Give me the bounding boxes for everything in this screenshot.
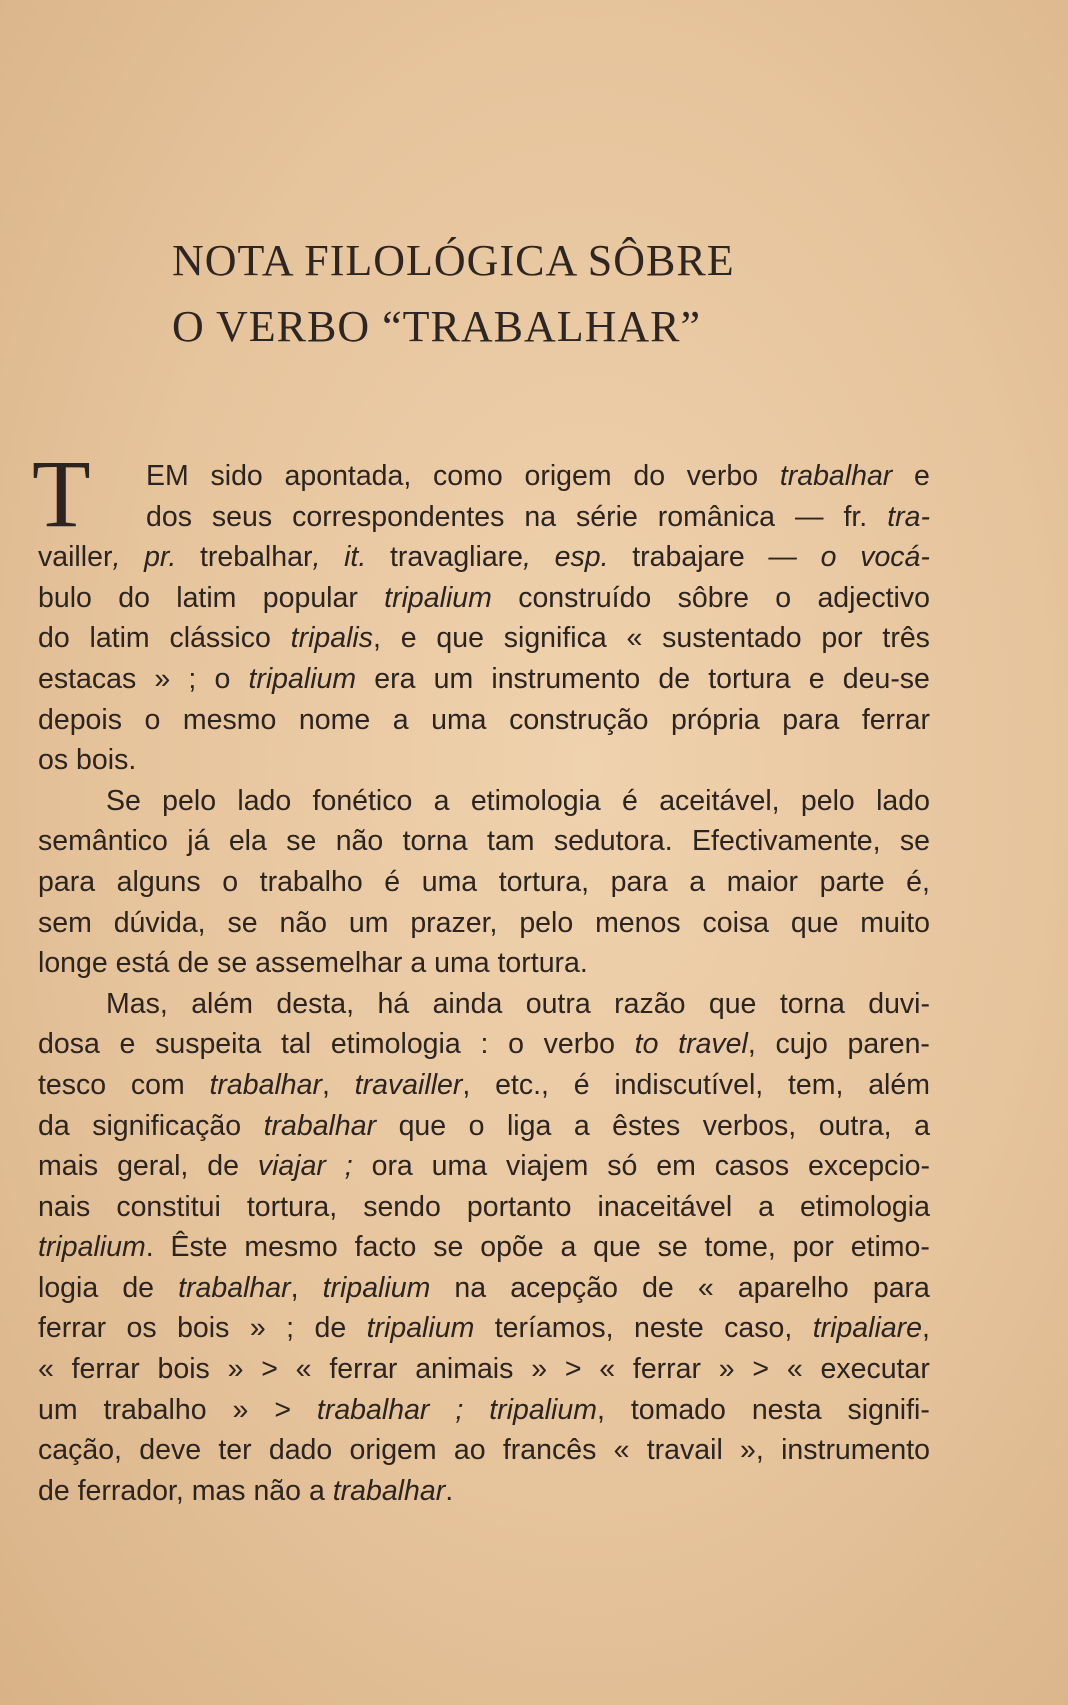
- word: bulo: [38, 581, 92, 614]
- word: sustentado: [662, 622, 802, 655]
- word: nesta: [751, 1393, 822, 1426]
- word: e: [119, 1028, 136, 1061]
- word: »: [154, 662, 171, 695]
- word: «: [786, 1353, 803, 1386]
- word: um: [433, 662, 474, 695]
- word: tripalium: [384, 581, 492, 614]
- word: adjectivo: [817, 581, 930, 614]
- word: a: [392, 703, 409, 736]
- word: fonético: [312, 784, 413, 817]
- text-line: [38, 578, 930, 619]
- word: acepção: [510, 1271, 618, 1304]
- word: latim: [176, 581, 237, 614]
- word: ;: [344, 1150, 353, 1183]
- text-line: [38, 1106, 930, 1147]
- word: tripalium: [248, 662, 357, 695]
- word: construção: [509, 703, 649, 736]
- text-line: [38, 943, 930, 984]
- word: Mas,: [106, 987, 168, 1020]
- word: de: [658, 662, 691, 695]
- word: trabajare: [632, 541, 745, 574]
- word: tomado: [630, 1393, 726, 1426]
- word: assemelhar: [255, 947, 403, 980]
- word: é: [573, 1068, 590, 1101]
- word: verbo: [543, 1028, 615, 1061]
- text-line: [38, 862, 930, 903]
- word: suspeita: [155, 1028, 262, 1061]
- word: desta,: [276, 987, 355, 1020]
- word: dos: [146, 500, 192, 533]
- title-line-1: NOTA FILOLÓGICA SÔBRE: [172, 236, 735, 285]
- word: na: [454, 1271, 487, 1304]
- word: tortura,: [246, 1190, 338, 1223]
- word: é: [622, 784, 638, 817]
- word: se: [657, 1231, 688, 1264]
- word: Êste: [170, 1231, 228, 1264]
- text-line: [38, 1187, 930, 1228]
- word: ferrador,: [77, 1474, 184, 1507]
- word: os: [126, 1312, 157, 1345]
- text-line: [38, 984, 930, 1025]
- word: sem: [38, 906, 92, 939]
- word: se: [217, 947, 248, 980]
- word: do: [38, 622, 70, 655]
- word: inaceitável: [597, 1190, 733, 1223]
- word: a: [410, 947, 427, 980]
- text-line: [38, 1268, 930, 1309]
- word: um: [38, 1393, 78, 1426]
- text-line: [38, 740, 930, 781]
- word: pelo: [800, 784, 855, 817]
- word: que: [708, 987, 757, 1020]
- word: uma: [431, 1150, 488, 1183]
- word: ao: [453, 1434, 486, 1467]
- word: >: [564, 1353, 582, 1386]
- word: etimologia: [800, 1190, 930, 1223]
- word: coisa: [702, 906, 770, 939]
- word: ora: [371, 1150, 413, 1183]
- word: tra-: [887, 500, 930, 533]
- word: executar: [820, 1353, 930, 1386]
- word: trabalhar: [263, 1109, 377, 1142]
- word: «: [599, 1353, 616, 1386]
- word: sido: [210, 460, 263, 492]
- text-line: [38, 1430, 930, 1471]
- word: «: [38, 1353, 54, 1386]
- word: tortura.: [497, 947, 588, 980]
- word: o: [468, 1109, 485, 1142]
- word: tal: [280, 1028, 312, 1061]
- word: muito: [860, 906, 930, 939]
- word: —: [794, 500, 824, 533]
- word: origem: [349, 1434, 437, 1467]
- word: ferrar: [632, 1353, 701, 1386]
- word: o: [222, 865, 239, 898]
- word: tesco: [38, 1068, 107, 1101]
- word: tem,: [787, 1068, 844, 1101]
- word: liga: [506, 1109, 552, 1142]
- word: »: [227, 1353, 244, 1386]
- word: a: [689, 865, 706, 898]
- word: etimologia: [470, 784, 601, 817]
- word: como: [433, 460, 503, 492]
- word: que: [436, 622, 484, 655]
- word: aparelho: [737, 1271, 849, 1304]
- word: não: [253, 1474, 302, 1507]
- word: portanto: [466, 1190, 572, 1223]
- word: animais: [415, 1353, 514, 1386]
- word: cujo: [775, 1028, 828, 1061]
- word: deve: [139, 1434, 202, 1467]
- word: o: [508, 1028, 524, 1061]
- word: tripalis,: [290, 622, 381, 655]
- word: a: [758, 1190, 775, 1223]
- word: razão: [614, 987, 686, 1020]
- word: de: [177, 947, 210, 980]
- text-line: [38, 1227, 930, 1268]
- word: dosa: [38, 1028, 100, 1061]
- word: e: [914, 460, 930, 492]
- word: mesmo: [244, 1231, 338, 1264]
- word: «: [626, 622, 643, 655]
- word: torna: [779, 987, 845, 1020]
- word: casos: [714, 1150, 790, 1183]
- word: de: [207, 1150, 239, 1183]
- word: tam: [486, 825, 535, 858]
- word: ferrar: [71, 1353, 140, 1386]
- text-line: [38, 618, 930, 659]
- word: bois.: [76, 744, 137, 777]
- word: pelo: [162, 784, 217, 817]
- word: mas: [191, 1474, 246, 1507]
- word: etimologia: [330, 1028, 461, 1061]
- word: Se: [106, 784, 141, 817]
- word: logia: [38, 1271, 99, 1304]
- word: própria: [671, 703, 760, 736]
- word: sendo: [363, 1190, 441, 1223]
- word: que: [593, 1231, 641, 1264]
- text-line: [38, 700, 930, 741]
- word: trabalhar: [316, 1393, 430, 1426]
- word: outra: [525, 987, 591, 1020]
- word: está: [115, 947, 170, 980]
- word: «: [613, 1434, 630, 1467]
- word: ;: [455, 1393, 464, 1426]
- word: popular: [262, 581, 358, 614]
- drop-cap: T: [32, 440, 91, 547]
- word: »: [249, 1312, 266, 1345]
- word: se: [899, 825, 930, 858]
- word: ela: [228, 825, 267, 858]
- word: uma: [431, 703, 487, 736]
- word: vailler,: [38, 541, 121, 574]
- word: travail: [646, 1434, 723, 1467]
- word: duvi-: [868, 987, 930, 1020]
- word: se: [227, 906, 258, 939]
- word: signifi-: [847, 1393, 930, 1426]
- word: menos: [595, 906, 681, 939]
- word: »: [232, 1393, 249, 1426]
- word: série: [576, 500, 638, 533]
- word: ferrar: [861, 703, 930, 736]
- word: trabalho: [103, 1393, 207, 1426]
- word: travel,: [678, 1028, 756, 1061]
- word: o: [214, 662, 231, 695]
- word: é: [384, 865, 401, 898]
- word: caso,: [724, 1312, 793, 1345]
- word: >: [261, 1353, 278, 1386]
- word: opõe: [480, 1231, 544, 1264]
- word: pelo: [519, 906, 574, 939]
- text-line: [38, 659, 930, 700]
- text-line: [38, 821, 930, 862]
- word: it.: [344, 541, 367, 574]
- word: viajem: [506, 1150, 589, 1183]
- word: »: [531, 1353, 548, 1386]
- word: em: [656, 1150, 696, 1183]
- word: paren-: [847, 1028, 930, 1061]
- word: e: [400, 622, 417, 655]
- word: parte: [819, 865, 885, 898]
- word: esp.: [554, 541, 609, 574]
- word: geral,: [117, 1150, 189, 1183]
- word: não: [279, 906, 327, 939]
- word: instrumento: [491, 662, 641, 695]
- word: o: [144, 703, 161, 736]
- word: semântico: [38, 825, 168, 858]
- word: a: [573, 1109, 590, 1142]
- word: etc.,: [495, 1068, 549, 1101]
- word: prazer,: [410, 906, 498, 939]
- text-line: [38, 1349, 930, 1390]
- word: na: [524, 500, 557, 533]
- word: significa: [503, 622, 607, 655]
- word: tripalium.: [38, 1231, 154, 1264]
- word: »: [718, 1353, 735, 1386]
- word: construído: [518, 581, 652, 614]
- word: vocá-: [860, 541, 930, 574]
- word: ferrar: [38, 1312, 107, 1345]
- word: pr.: [144, 541, 177, 574]
- word: para: [782, 703, 840, 736]
- word: aceitável,: [659, 784, 780, 817]
- word: to: [634, 1028, 659, 1061]
- word: ;: [188, 662, 197, 695]
- word: facto: [354, 1231, 417, 1264]
- word: EM: [146, 460, 189, 492]
- word: trebalhar,: [199, 541, 321, 574]
- word: tortura,: [498, 865, 590, 898]
- word: alguns: [116, 865, 201, 898]
- body-text: [38, 456, 930, 1511]
- word: torna: [402, 825, 468, 858]
- text-line: [38, 903, 930, 944]
- word: estacas: [38, 662, 137, 695]
- word: »,: [740, 1434, 764, 1467]
- word: >: [274, 1393, 291, 1426]
- word: longe: [38, 947, 108, 980]
- word: a: [433, 784, 450, 817]
- word: se: [433, 1231, 464, 1264]
- word: ter: [218, 1434, 252, 1467]
- word: teríamos,: [494, 1312, 614, 1345]
- word: mesmo: [182, 703, 277, 736]
- word: da: [38, 1109, 70, 1142]
- word: depois: [38, 703, 122, 736]
- word: para: [38, 865, 96, 898]
- word: tripalium: [322, 1271, 431, 1304]
- word: «: [697, 1271, 714, 1304]
- word: latim: [89, 622, 150, 655]
- word: bois: [177, 1312, 230, 1345]
- title-line-2: O VERBO “TRABALHAR”: [172, 302, 702, 351]
- word: francês: [502, 1434, 597, 1467]
- word: e: [808, 662, 825, 695]
- word: travagliare,: [389, 541, 531, 574]
- word: a: [308, 1474, 325, 1507]
- word: seus: [211, 500, 273, 533]
- word: significação: [92, 1109, 242, 1142]
- word: que: [398, 1109, 447, 1142]
- word: um: [348, 906, 389, 939]
- text-line: [38, 497, 930, 538]
- word: maior: [726, 865, 799, 898]
- word: constitui: [116, 1190, 221, 1223]
- word: «: [295, 1353, 312, 1386]
- text-line: [38, 781, 930, 822]
- word: se: [286, 825, 317, 858]
- word: com: [130, 1068, 185, 1101]
- word: ;: [286, 1312, 295, 1345]
- word: outra,: [818, 1109, 892, 1142]
- word: clássico: [169, 622, 271, 655]
- word: instrumento: [781, 1434, 930, 1467]
- word: três: [882, 622, 930, 655]
- word: só: [607, 1150, 638, 1183]
- text-line: [38, 1146, 930, 1187]
- word: de: [122, 1271, 155, 1304]
- word: verbo: [686, 460, 759, 492]
- word: do: [118, 581, 150, 614]
- word: ainda: [432, 987, 503, 1020]
- word: românica: [657, 500, 776, 533]
- word: bois: [157, 1353, 210, 1386]
- word: fr.: [843, 500, 868, 533]
- text-line: [38, 537, 930, 578]
- word: para: [872, 1271, 930, 1304]
- word: que: [790, 906, 839, 939]
- word: lado: [237, 784, 292, 817]
- word: apontada,: [284, 460, 412, 492]
- text-line: [38, 1390, 930, 1431]
- word: não: [335, 825, 384, 858]
- word: uma: [421, 865, 478, 898]
- word: além: [191, 987, 253, 1020]
- word: uma: [434, 947, 490, 980]
- word: cação,: [38, 1434, 122, 1467]
- word: sôbre: [677, 581, 749, 614]
- word: a: [560, 1231, 577, 1264]
- word: excepcio-: [808, 1150, 930, 1183]
- word: tortura: [708, 662, 791, 695]
- word: dúvida,: [113, 906, 206, 939]
- word: já: [187, 825, 210, 858]
- word: era: [374, 662, 416, 695]
- word: os: [38, 744, 69, 777]
- word: Efectivamente,: [692, 825, 881, 858]
- word: origem: [524, 460, 612, 492]
- word: nome: [298, 703, 371, 736]
- word: a: [914, 1109, 930, 1142]
- word: trabalhar: [779, 460, 893, 492]
- word: —: [768, 541, 797, 574]
- word: para: [610, 865, 668, 898]
- word: tome,: [704, 1231, 776, 1264]
- word: deu-se: [842, 662, 930, 695]
- text-line: [38, 1065, 930, 1106]
- word: neste: [633, 1312, 704, 1345]
- page-title: [172, 228, 872, 360]
- word: trabalhar,: [209, 1068, 330, 1101]
- word: tripalium: [366, 1312, 475, 1345]
- word: é,: [906, 865, 930, 898]
- word: mais: [38, 1150, 99, 1183]
- word: tripalium,: [489, 1393, 605, 1426]
- word: indiscutível,: [614, 1068, 764, 1101]
- text-line: [38, 1024, 930, 1065]
- word: de: [642, 1271, 674, 1304]
- word: o: [820, 541, 837, 574]
- text-line: [38, 456, 930, 497]
- word: do: [633, 460, 666, 492]
- word: verbos,: [702, 1109, 797, 1142]
- word: de: [314, 1312, 347, 1345]
- word: etimo-: [850, 1231, 930, 1264]
- word: >: [752, 1353, 770, 1386]
- word: nais: [38, 1190, 91, 1223]
- word: correspondentes: [292, 500, 505, 533]
- word: dado: [268, 1434, 333, 1467]
- word: trabalho: [259, 865, 363, 898]
- word: sedutora.: [553, 825, 673, 858]
- word: travailler,: [354, 1068, 471, 1101]
- word: tripaliare,: [812, 1312, 930, 1345]
- word: ferrar: [329, 1353, 398, 1386]
- word: o: [775, 581, 792, 614]
- word: êstes: [612, 1109, 681, 1142]
- word: viajar: [257, 1150, 326, 1183]
- word: há: [377, 987, 410, 1020]
- text-line: [38, 1308, 930, 1349]
- word: trabalhar,: [178, 1271, 299, 1304]
- word: trabalhar.: [332, 1474, 454, 1507]
- text-line: [38, 1471, 930, 1512]
- word: de: [38, 1474, 70, 1507]
- word: por: [821, 622, 863, 655]
- word: por: [792, 1231, 834, 1264]
- word: além: [868, 1068, 930, 1101]
- word: lado: [876, 784, 930, 817]
- word: :: [480, 1028, 489, 1061]
